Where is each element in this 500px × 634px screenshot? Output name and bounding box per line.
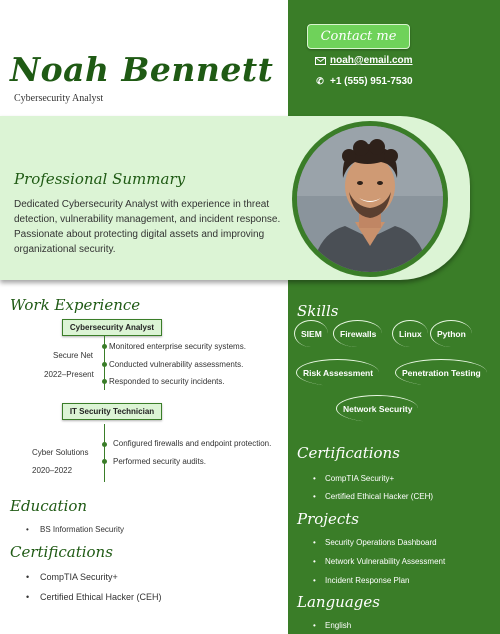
- certification-item: • CompTIA Security+: [325, 474, 394, 483]
- timeline-dot: [102, 362, 107, 367]
- skill-badge: SIEM: [294, 320, 328, 347]
- timeline-dot: [102, 442, 107, 447]
- certification-item: • Certified Ethical Hacker (CEH): [325, 492, 433, 501]
- job-company: Cyber Solutions: [32, 448, 89, 457]
- job-dates: 2022–Present: [44, 370, 94, 379]
- job-duty: Performed security audits.: [113, 457, 206, 466]
- timeline-dot: [102, 379, 107, 384]
- project-item: • Incident Response Plan: [325, 576, 410, 585]
- skill-badge: Firewalls: [333, 320, 382, 347]
- profile-photo: [297, 126, 443, 272]
- phone-number: +1 (555) 951-7530: [330, 76, 413, 87]
- phone-row: [314, 76, 413, 87]
- phone-icon: ✆: [316, 76, 324, 86]
- job-title: Cybersecurity Analyst: [14, 93, 104, 104]
- candidate-name: Noah Bennett: [10, 50, 274, 89]
- job-duty: Conducted vulnerability assessments.: [109, 360, 244, 369]
- project-item: • Network Vulnerability Assessment: [325, 557, 445, 566]
- certifications-heading-right: Certifications: [297, 444, 400, 462]
- skill-badge: Python: [430, 320, 472, 347]
- email-row: [314, 55, 413, 66]
- job-role-box: Cybersecurity Analyst: [62, 319, 162, 336]
- timeline-dot: [102, 459, 107, 464]
- projects-heading: Projects: [297, 510, 359, 528]
- education-item: • BS Information Security: [40, 525, 124, 534]
- job-duty: Configured firewalls and endpoint protection.: [113, 439, 272, 448]
- email-link[interactable]: noah@email.com: [330, 55, 413, 66]
- skills-heading: Skills: [297, 302, 339, 320]
- summary-text: Dedicated Cybersecurity Analyst with experience in threat detection, vulnerability management, and incident response. Passionate about protecting digital assets and improving organizational security.: [14, 199, 281, 255]
- summary-heading: Professional Summary: [14, 170, 186, 188]
- skill-badge: Network Security: [336, 395, 418, 422]
- certifications-heading-left: Certifications: [10, 543, 113, 561]
- contact-me-button[interactable]: Contact me: [307, 24, 410, 49]
- language-item: • English: [325, 621, 351, 630]
- education-heading: Education: [10, 497, 88, 515]
- profile-photo-frame: [292, 121, 448, 277]
- job-duty: Monitored enterprise security systems.: [109, 342, 246, 351]
- skill-badge: Risk Assessment: [296, 359, 379, 386]
- certification-item: • CompTIA Security+: [40, 572, 118, 582]
- job-duty: Responded to security incidents.: [109, 377, 225, 386]
- skill-badge: Penetration Testing: [395, 359, 487, 386]
- timeline-line: [104, 424, 105, 482]
- project-item: • Security Operations Dashboard: [325, 538, 437, 547]
- job-role-box: IT Security Technician: [62, 403, 162, 420]
- languages-heading: Languages: [297, 593, 380, 611]
- envelope-icon: [314, 56, 326, 66]
- certification-item: • Certified Ethical Hacker (CEH): [40, 592, 162, 602]
- job-dates: 2020–2022: [32, 466, 73, 475]
- job-company: Secure Net: [53, 351, 94, 360]
- skill-badge: Linux: [392, 320, 428, 347]
- timeline-dot: [102, 344, 107, 349]
- work-experience-heading: Work Experience: [10, 296, 141, 314]
